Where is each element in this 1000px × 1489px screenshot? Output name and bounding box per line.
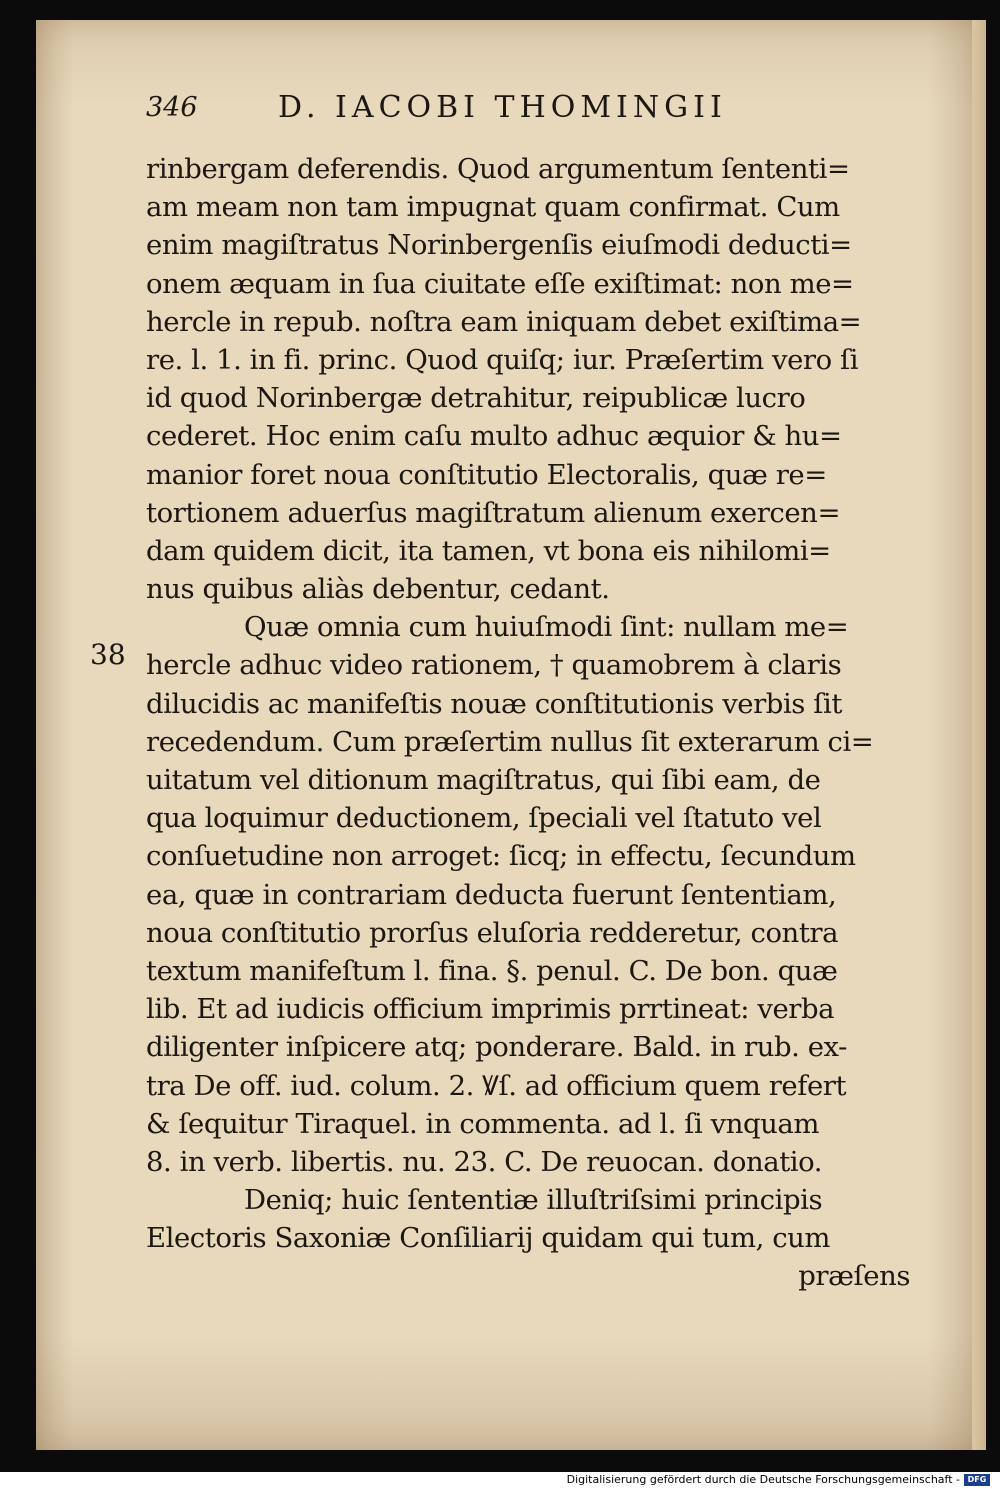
text-line: tortionem aduerſus magiſtratum alienum exercen=: [146, 496, 841, 529]
text-line: lib. Et ad iudicis officium imprimis prrtineat: verba: [146, 993, 835, 1026]
margin-note-number: 38: [90, 638, 126, 671]
text-line: ea, quæ in contrariam deducta fuerunt ſententiam,: [146, 878, 837, 911]
page-edge: [972, 20, 986, 1450]
digitization-footer: [0, 1472, 1000, 1489]
text-line: re. l. 1. in fi. princ. Quod quiſq; iur. Præſertim vero ſi: [146, 343, 859, 376]
body-text: [146, 150, 916, 1296]
text-line: onem æquam in ſua ciuitate eſſe exiſtimat: non me=: [146, 267, 854, 300]
text-line: am meam non tam impugnat quam confirmat. Cum: [146, 191, 840, 224]
text-line: rinbergam deferendis. Quod argumentum ſententi=: [146, 153, 850, 185]
text-line: nus quibus aliàs debentur, cedant.: [146, 573, 610, 606]
funding-credit: Digitalisierung gefördert durch die Deutsche Forschungsgemeinschaft -: [566, 1473, 960, 1486]
page-number: 346: [146, 92, 198, 123]
text-line: enim magiſtratus Norinbergenſis eiuſmodi deducti=: [146, 229, 852, 262]
text-line: diligenter inſpicere atq; ponderare. Bald. in rub. ex-: [146, 1031, 847, 1064]
paragraph-start-line: Deniq; huic ſententiæ illuſtriſsimi principis: [244, 1184, 823, 1217]
dfg-logo: DFG: [964, 1474, 990, 1486]
text-line: manior foret noua conſtitutio Electoralis, quæ re=: [146, 458, 827, 491]
text-line: & ſequitur Tiraquel. in commenta. ad l. ſi vnquam: [146, 1107, 819, 1140]
text-line: textum manifeſtum l. fina. §. penul. C. De bon. quæ: [146, 954, 838, 987]
text-line: qua loquimur deductionem, ſpeciali vel ſtatuto vel: [146, 802, 822, 835]
text-line: dilucidis ac manifeſtis nouæ conſtitutionis verbis ſit: [146, 687, 842, 720]
text-line: Electoris Saxoniæ Conſiliarij quidam qui tum, cum: [146, 1222, 831, 1255]
paragraph-start-line: Quæ omnia cum huiuſmodi ſint: nullam me=: [244, 611, 849, 644]
text-line: uitatum vel ditionum magiſtratus, qui ſibi eam, de: [146, 764, 821, 796]
text-line: noua conſtitutio prorſus eluſoria redderetur, contra: [146, 916, 839, 949]
text-line: dam quidem dicit, ita tamen, vt bona eis nihilomi=: [146, 534, 831, 567]
text-line: conſuetudine non arroget: ſicq; in effectu, ſecundum: [146, 840, 856, 873]
text-line: hercle in repub. noſtra eam iniquam debet exiſtima=: [146, 305, 862, 338]
running-title: D. IACOBI THOMINGII: [278, 90, 727, 125]
text-line: 8. in verb. libertis. nu. 23. C. De reuocan. donatio.: [146, 1145, 823, 1178]
text-line: cederet. Hoc enim caſu multo adhuc æquior & hu=: [146, 420, 842, 453]
running-head: [146, 92, 916, 136]
catchword: præſens: [798, 1260, 910, 1293]
text-line: hercle adhuc video rationem, † quamobrem à claris: [146, 649, 842, 682]
text-line: recedendum. Cum præſertim nullus ſit exterarum ci=: [146, 725, 874, 758]
text-line: id quod Norinbergæ detrahitur, reipublicæ lucro: [146, 382, 806, 415]
text-line: tra De off. iud. colum. 2. Ꝟſ. ad officium quem refert: [146, 1069, 847, 1102]
